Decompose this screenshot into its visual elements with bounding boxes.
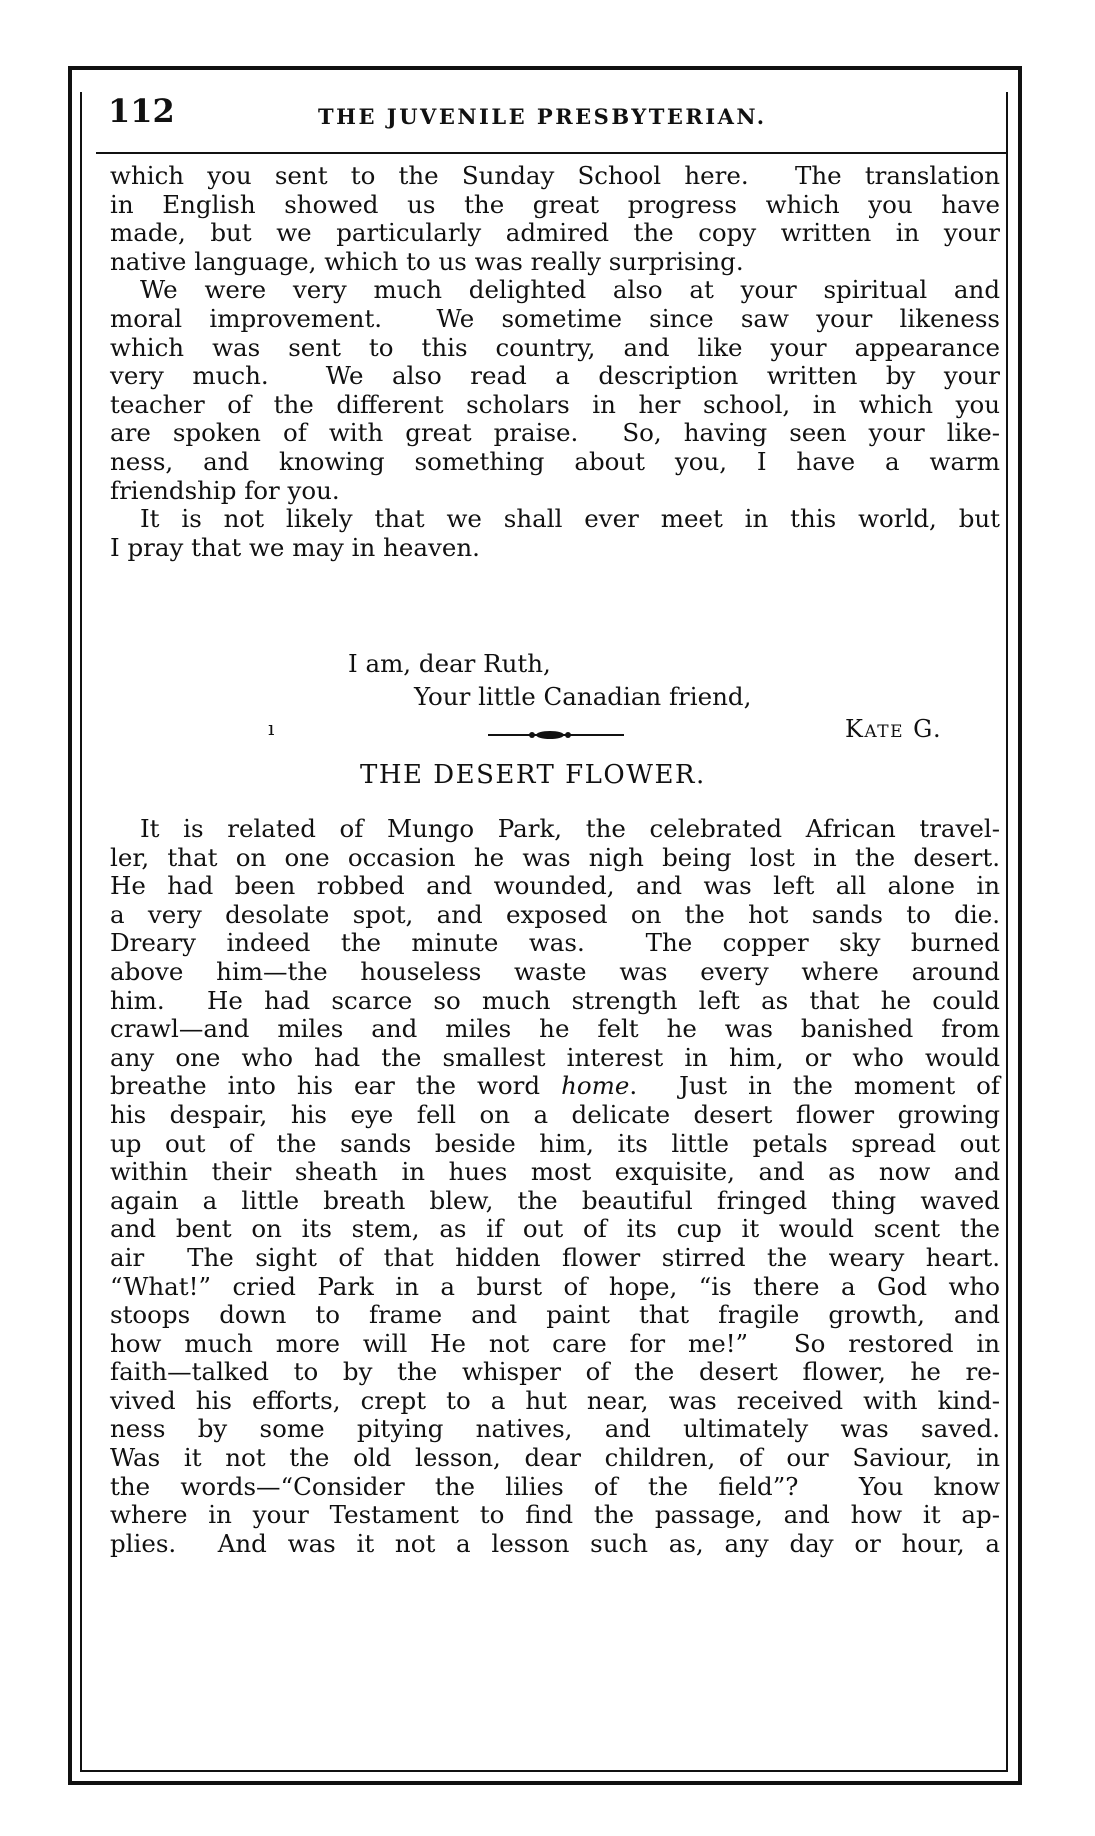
article-line: a very desolate spot, and exposed on the hot sands to die. — [110, 899, 1000, 929]
frame-top-rule — [68, 66, 1022, 70]
article-line: above him—the houseless waste was every where around — [110, 956, 1000, 986]
article-line: breathe into his ear the word home. Just in the moment of — [110, 1071, 1000, 1101]
frame-inner-bottom-rule — [80, 1770, 1008, 1772]
frame-right-rule-inner — [1006, 92, 1008, 1772]
article-line: Was it not the old lesson, dear children, of our Saviour, in — [110, 1443, 1000, 1473]
article-line: ness by some pitying natives, and ultimately was saved. — [110, 1414, 1000, 1444]
article-line: air The sight of that hidden flower stirred the weary heart. — [110, 1242, 1000, 1272]
stray-print-mark: ı — [268, 716, 275, 740]
frame-left-rule-inner — [80, 92, 82, 1772]
article-line: within their sheath in hues most exquisite, and as now and — [110, 1157, 1000, 1187]
page-number: 112 — [108, 92, 175, 130]
letter-closing-friend: Your little Canadian friend, — [414, 682, 752, 711]
frame-right-rule-outer — [1018, 66, 1022, 1785]
article-line: “What!” cried Park in a burst of hope, “is there a God who — [110, 1271, 1000, 1301]
letter-line: very much. We also read a description written by your — [110, 361, 1000, 391]
letter-line: We were very much delighted also at your spiritual and — [140, 275, 1000, 305]
article-line: vived his efforts, crept to a hut near, was received with kind- — [110, 1385, 1000, 1415]
letter-body — [110, 162, 1000, 562]
article-line: faith—talked to by the whisper of the desert flower, he re- — [110, 1357, 1000, 1387]
article-line: where in your Testament to find the passage, and how it ap- — [110, 1500, 1000, 1530]
article-line: plies. And was it not a lesson such as, any day or hour, a — [110, 1528, 1000, 1558]
letter-closing-greeting: I am, dear Ruth, — [348, 649, 551, 678]
article-line: him. He had scarce so much strength left as that he could — [110, 985, 1000, 1015]
article-line: and bent on its stem, as if out of its cup it would scent the — [110, 1214, 1000, 1244]
page-header — [108, 92, 998, 152]
header-rule — [96, 152, 1008, 154]
letter-line: which you sent to the Sunday School here. The translation — [110, 161, 1000, 190]
letter-line: moral improvement. We sometime since saw your likeness — [110, 303, 1000, 333]
letter-line: teacher of the different scholars in her school, in which you — [110, 389, 1000, 419]
article-line: how much more will He not care for me!” So restored in — [110, 1328, 1000, 1358]
letter-line: ness, and knowing something about you, I have a warm — [110, 446, 1000, 476]
frame-left-rule-outer — [68, 66, 72, 1785]
article-line: stoops down to frame and paint that fragile growth, and — [110, 1300, 1000, 1330]
letter-line: which was sent to this country, and like your appearance — [110, 332, 1000, 362]
letter-line: friendship for you. — [110, 475, 340, 505]
letter-line: I pray that we may in heaven. — [110, 532, 480, 562]
letter-signature: Kate G. — [845, 715, 943, 743]
article-line: any one who had the smallest interest in him, or who would — [110, 1042, 1000, 1072]
article-line: the words—“Consider the lilies of the field”? You know — [110, 1471, 1000, 1501]
article-line: ler, that on one occasion he was nigh being lost in the desert. — [110, 842, 1000, 872]
article-line: again a little breath blew, the beautiful fringed thing waved — [110, 1185, 1000, 1215]
article-line: Dreary indeed the minute was. The copper sky burned — [110, 928, 1000, 958]
article-body — [110, 815, 1000, 1558]
letter-line: It is not likely that we shall ever meet in this world, but — [140, 504, 1000, 534]
article-title: THE DESERT FLOWER. — [360, 760, 706, 790]
article-line: He had been robbed and wounded, and was left all alone in — [110, 871, 1000, 901]
article-line: up out of the sands beside him, its little petals spread out — [110, 1128, 1000, 1158]
letter-line: in English showed us the great progress which you have — [110, 189, 1000, 219]
article-line: It is related of Mungo Park, the celebrated African travel- — [140, 814, 1000, 843]
frame-bottom-rule — [68, 1781, 1022, 1785]
letter-line: native language, which to us was really surprising. — [110, 246, 744, 276]
emphasis-home: home — [561, 1071, 630, 1101]
running-title: THE JUVENILE PRESBYTERIAN. — [318, 104, 767, 129]
article-line: crawl—and miles and miles he felt he was banished from — [110, 1014, 1000, 1044]
letter-line: are spoken of with great praise. So, having seen your like- — [110, 418, 1000, 448]
article-line: his despair, his eye fell on a delicate desert flower growing — [110, 1099, 1000, 1129]
letter-line: made, but we particularly admired the copy written in your — [110, 218, 1000, 248]
ornament-divider-icon — [488, 728, 624, 742]
